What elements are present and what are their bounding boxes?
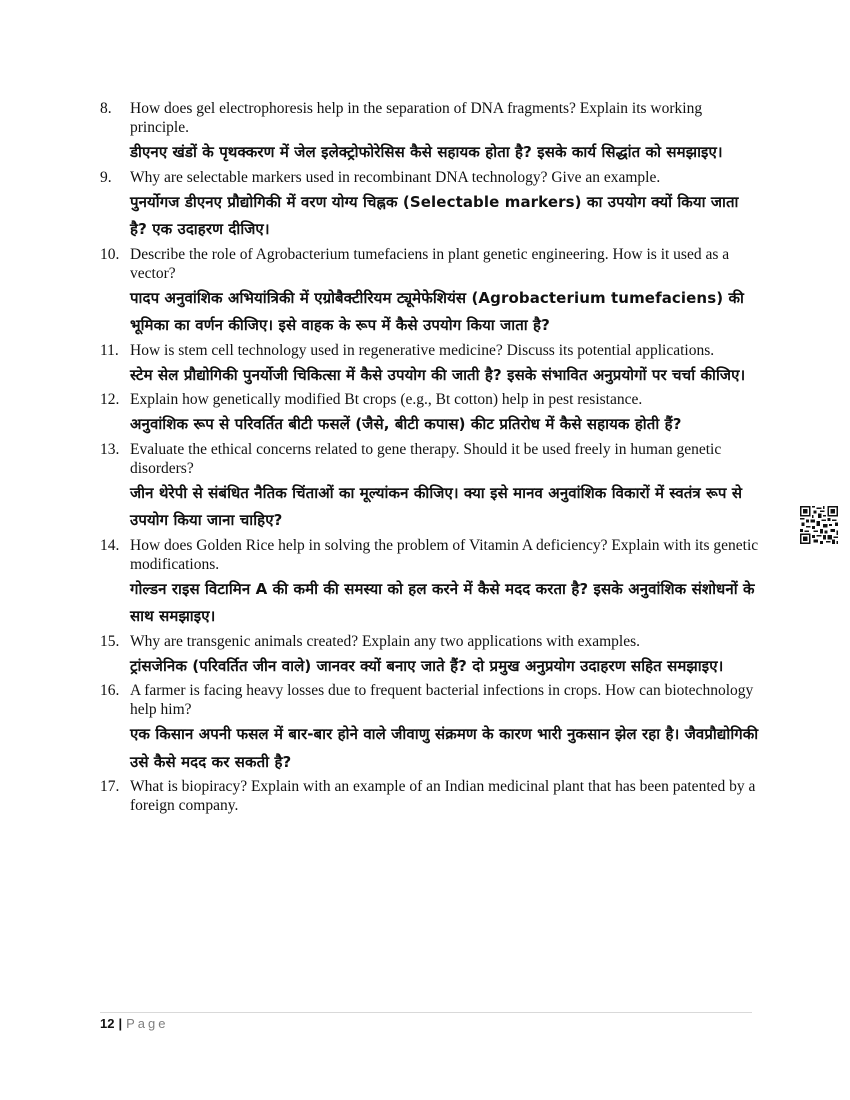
question-item (100, 440, 760, 535)
question-item (100, 777, 760, 815)
question-body (130, 777, 760, 815)
question-hindi: स्टेम सेल प्रौद्योगिकी पुनर्योजी चिकित्सा में कैसे उपयोग की जाती है? इसके संभावित अनुप्रयोगों पर चर्चा कीजिए। (130, 365, 746, 384)
question-hindi: ट्रांसजेनिक (परिवर्तित जीन वाले) जानवर क्यों बनाए जाते हैं? दो प्रमुख अनुप्रयोग उदाहरण सहित समझाइए। (130, 656, 724, 675)
question-body (130, 536, 760, 631)
question-number: 13. (100, 440, 120, 458)
question-english: Explain how genetically modified Bt crops (e.g., Bt cotton) help in pest resistance. (130, 391, 643, 408)
question-number: 17. (100, 778, 120, 795)
question-number: 10. (100, 245, 120, 263)
page-number: 12 (100, 1016, 115, 1031)
question-body (130, 440, 760, 535)
question-english: How does gel electrophoresis help in the separation of DNA fragments? Explain its working principle. (130, 100, 703, 136)
question-item (100, 681, 760, 776)
question-english: A farmer is facing heavy losses due to frequent bacterial infections in crops. How can biotechnology help him? (130, 682, 754, 718)
question-number: 9. (100, 168, 112, 186)
question-hindi: एक किसान अपनी फसल में बार-बार होने वाले जीवाणु संक्रमण के कारण भारी नुकसान झेल रहा है। जैवप्रौद्योगिकी उसे कैसे मदद कर सकती है? (130, 725, 759, 771)
question-english: What is biopiracy? Explain with an example of an Indian medicinal plant that has been patented by a foreign company. (130, 778, 756, 814)
qr-code-icon (800, 506, 838, 544)
question-body (130, 99, 760, 167)
footer-divider (100, 1012, 752, 1013)
question-hindi: पुनर्योगज डीएनए प्रौद्योगिकी में वरण योग्य चिह्नक (Selectable markers) का उपयोग क्यों किया जाता है? एक उदाहरण दीजिए। (130, 192, 739, 238)
question-number: 14. (100, 536, 120, 554)
question-number: 12. (100, 391, 120, 408)
question-english: Describe the role of Agrobacterium tumefaciens in plant genetic engineering. How is it used as a vector? (130, 245, 730, 282)
question-hindi: जीन थेरेपी से संबंधित नैतिक चिंताओं का मूल्यांकन कीजिए। क्या इसे मानव अनुवांशिक विकारों में स्वतंत्र रूप से उपयोग किया जाना चाहिए? (130, 483, 743, 529)
question-body (130, 632, 760, 681)
question-body (130, 341, 760, 390)
question-item (100, 632, 760, 681)
question-hindi: गोल्डन राइस विटामिन A की कमी की समस्या को हल करने में कैसे मदद करता है? इसके अनुवांशिक संशोधनों के साथ समझाइए। (130, 579, 755, 625)
question-hindi: अनुवांशिक रूप से परिवर्तित बीटी फसलें (जैसे, बीटी कपास) कीट प्रतिरोध में कैसे सहायक होती हैं? (130, 415, 682, 433)
question-hindi: डीएनए खंडों के पृथक्करण में जेल इलेक्ट्रोफोरेसिस कैसे सहायक होता है? इसके कार्य सिद्धांत को समझाइए। (130, 143, 723, 161)
page-footer (100, 1016, 168, 1031)
question-english: Why are transgenic animals created? Explain any two applications with examples. (130, 632, 641, 650)
question-hindi: पादप अनुवांशिक अभियांत्रिकी में एग्रोबैक्टीरियम ट्यूमेफेशियंस (Agrobacterium tumefaciens) की भूमिका का वर्णन कीजिए। इसे वाहक के रूप में कैसे उपयोग किया जाता है? (130, 288, 745, 334)
question-english: How does Golden Rice help in solving the problem of Vitamin A deficiency? Explain with its genetic modifications. (130, 536, 759, 573)
question-list (100, 99, 760, 815)
question-body (130, 245, 760, 340)
question-number: 11. (100, 341, 119, 359)
question-item (100, 390, 760, 439)
question-number: 15. (100, 632, 120, 650)
question-item (100, 99, 760, 167)
question-number: 16. (100, 682, 120, 699)
question-item (100, 245, 760, 340)
question-item (100, 168, 760, 244)
question-number: 8. (100, 100, 112, 117)
footer-separator: | (118, 1016, 123, 1031)
question-english: Evaluate the ethical concerns related to gene therapy. Should it be used freely in human genetic disorders? (130, 440, 722, 477)
question-body (130, 168, 760, 244)
question-item (100, 341, 760, 390)
question-body (130, 390, 760, 439)
page-label: Page (126, 1016, 169, 1031)
question-item (100, 536, 760, 631)
question-english: Why are selectable markers used in recombinant DNA technology? Give an example. (130, 168, 661, 186)
question-english: How is stem cell technology used in regenerative medicine? Discuss its potential applications. (130, 341, 715, 359)
question-body (130, 681, 760, 776)
